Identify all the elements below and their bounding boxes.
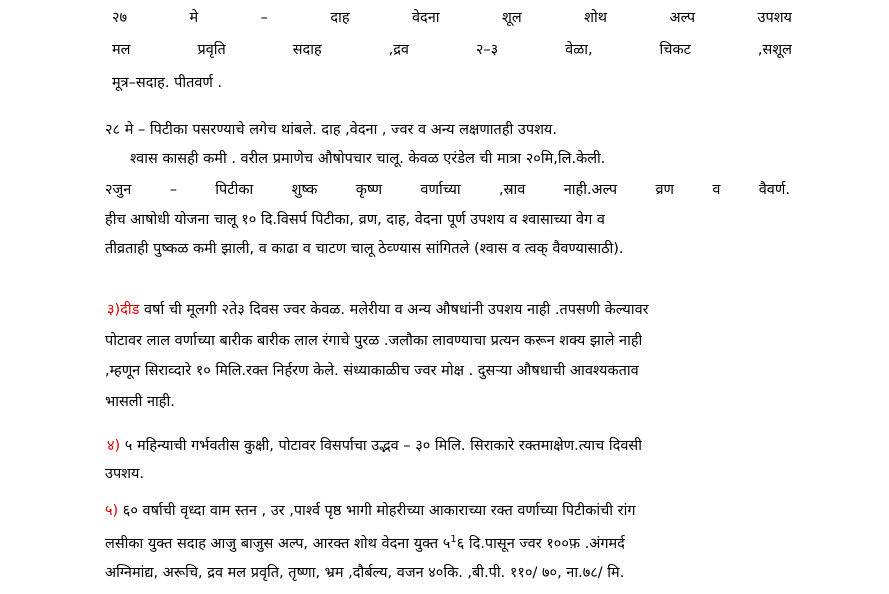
word: नाही.अल्प <box>563 182 618 198</box>
word: – <box>260 10 268 26</box>
day28-line2: श्वास कासही कमी . वरील प्रमाणेच औषोपचार चालू. केवळ एरंडेल ची मात्रा २०मि,लि.केली. <box>130 151 606 167</box>
superscript: 1 <box>450 534 457 546</box>
word: व <box>712 182 721 198</box>
word: ,द्रव <box>388 42 409 58</box>
case4-number: ४) <box>107 438 121 454</box>
day28-line5: तीव्रताही पुष्कळ कमी झाली, व काढा व चाटण चालू ठेव्ण्यास सांगितले (श्वास व त्वक् वैवण्यासाठी). <box>105 241 624 257</box>
word: ,सशूल <box>757 42 792 58</box>
case3-line4: भासली नाही. <box>105 394 175 410</box>
word: दाह <box>330 10 350 26</box>
word: शूल <box>502 10 522 26</box>
case2-line2 <box>112 40 792 60</box>
word: वेदना <box>411 10 440 26</box>
day28-line1: २८ मे – पिटीका पसरण्याचे लगेच थांबले. दाह ,वेदना , ज्वर व अन्य लक्षणातही उपशय. <box>105 122 557 138</box>
word: २जुन <box>105 182 132 198</box>
case3-line2: पोटावर लाल वर्णाच्या बारीक बारीक लाल रंगाचे पुरळ .जलौका लावण्याचा प्रत्यन करून शक्य झाले नाही <box>105 333 643 349</box>
case4-line1 <box>107 436 642 456</box>
word: अल्प <box>669 10 696 26</box>
word: – <box>169 182 177 198</box>
word: सदाह <box>292 42 322 58</box>
case2-line1 <box>112 8 792 28</box>
word: मे <box>189 10 199 26</box>
case3-line1 <box>107 300 649 320</box>
word: उपशय <box>757 10 792 26</box>
word: वैवर्ण. <box>758 182 790 198</box>
case4-line2: उपशय. <box>105 466 145 482</box>
day28-line3 <box>105 180 790 200</box>
case5-line2 <box>105 534 625 554</box>
case5-line1 <box>105 501 636 521</box>
case2-line3: मूत्र–सदाह. पीतवर्ण . <box>112 75 223 91</box>
day28-line4: हीच आषोधी योजना चालू १० दि.विसर्प पिटीका, व्रण, दाह, वेदना पूर्ण उपशय व श्वासाच्या वेग व <box>105 212 605 228</box>
case3-text: वर्षा ची मूलगी २ते३ दिवस ज्वर केवळ. मलेरीया व अन्य औषधांनी उपशय नाही .तपसणी केल्यावर <box>139 302 649 318</box>
case5-number: ५) <box>105 503 119 519</box>
case3-line3: ,म्हणून सिराव्दारे १० मिलि.रक्त निर्हरण केले. संध्याकाळीच ज्वर मोक्ष . दुसऱ्या औषधाची आवश्यकताव <box>105 363 639 379</box>
word: व्रण <box>655 182 674 198</box>
case3-number: ३)दीड <box>107 302 140 318</box>
case5-line2-text: लसीका युक्त सदाह आजु बाजुस अल्प, आरक्त शोथ वेदना युक्त ५ <box>105 536 451 552</box>
word: वेळा, <box>565 42 593 58</box>
case5-text: ६० वर्षाची वृध्दा वाम स्तन , उर ,पार्श्व पृष्ठ भागी मोहरीच्या आकाराच्या रक्त वर्णाच्या पिटीकांची रांग <box>118 503 636 519</box>
case5-line3: अग्निमांद्य, अरूचि, द्रव मल प्रवृति, तृष्णा, भ्रम ,दौर्बल्य, वजन ४०कि. ,बी.पी. ११०/ ७०, ना.७८/ मि. <box>105 565 625 581</box>
word: चिकट <box>659 42 691 58</box>
word: शुष्क <box>291 182 318 198</box>
case4-text: ५ महिन्याची गर्भवतीस कुक्षी, पोटावर विसर्पाचा उद्भव – ३० मिलि. सिराकारे रक्तमाक्षेण.त्याच दिवसी <box>120 438 642 454</box>
word: पिटीका <box>215 182 254 198</box>
word: २–३ <box>475 42 499 58</box>
word: शोथ <box>584 10 608 26</box>
word: कृष्ण <box>355 182 383 198</box>
word: ,स्राव <box>498 182 526 198</box>
word: वर्णाच्या <box>420 182 461 198</box>
word: मल <box>112 42 131 58</box>
word: २७ <box>112 10 128 26</box>
word: प्रवृति <box>197 42 226 58</box>
case5-line2-tail: ६ दि.पासून ज्वर १००फ़ .अंगमर्द <box>456 536 625 552</box>
